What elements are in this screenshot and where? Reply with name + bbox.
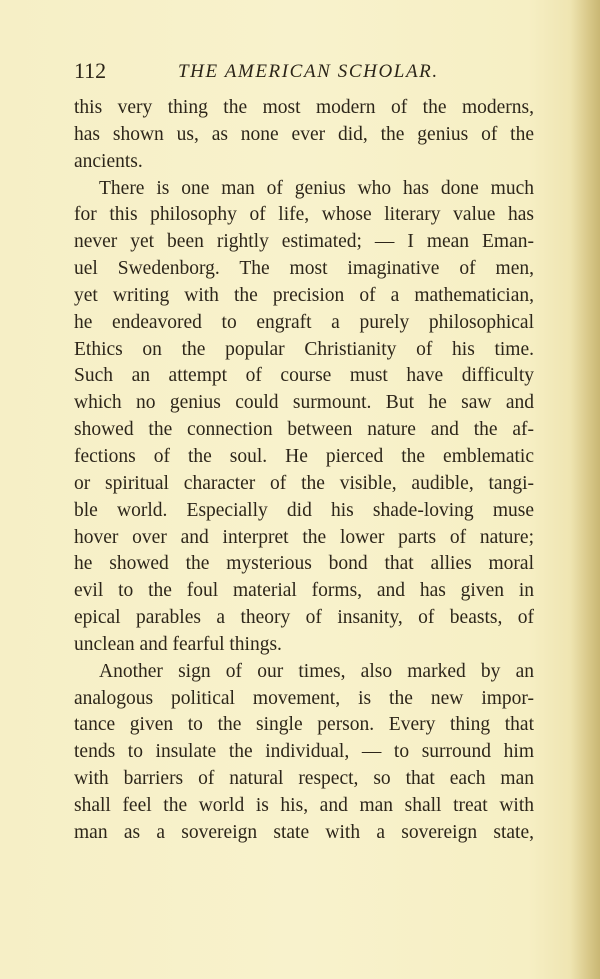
text-line: he showed the mysterious bond that allies moral [74,553,534,575]
text-line: he endeavored to engraft a purely philosophical [74,311,534,333]
text-line: with barriers of natural respect, so that each man [74,768,534,790]
text-line: tance given to the single person. Every thing that [74,714,534,736]
text-line: has shown us, as none ever did, the genius of the [74,123,534,145]
text-line: evil to the foul material forms, and has given in [74,580,534,602]
text-line: epical parables a theory of insanity, of beasts, of [74,607,534,629]
text-line: showed the connection between nature and the af- [74,419,534,441]
text-line: Ethics on the popular Christianity of his time. [74,338,534,360]
text-line: man as a sovereign state with a sovereign state, [74,821,534,843]
text-line: analogous political movement, is the new impor- [74,687,534,709]
text-line: fections of the soul. He pierced the emblematic [74,445,534,467]
running-title: THE AMERICAN SCHOLAR. [178,61,439,82]
text-line: for this philosophy of life, whose literary value has [74,204,534,226]
text-line: Another sign of our times, also marked by an [99,660,534,682]
text-line: tends to insulate the individual, — to surround him [74,741,534,763]
page-header [74,58,534,88]
text-line: yet writing with the precision of a mathematician, [74,284,534,306]
text-line: There is one man of genius who has done much [99,177,534,199]
text-line: unclean and fearful things. [74,633,282,655]
page-number: 112 [74,58,107,83]
text-line: hover over and interpret the lower parts of nature; [74,526,534,548]
text-line: uel Swedenborg. The most imaginative of men, [74,258,534,280]
text-line: this very thing the most modern of the moderns, [74,97,534,118]
text-line: or spiritual character of the visible, audible, tangi- [74,472,534,494]
text-line: ble world. Especially did his shade-loving muse [74,499,534,521]
text-line: Such an attempt of course must have difficulty [74,365,534,387]
body-text [74,95,534,847]
text-line: ancients. [74,150,143,172]
text-line: shall feel the world is his, and man shall treat with [74,794,534,816]
text-line: which no genius could surmount. But he saw and [74,392,534,414]
text-line: never yet been rightly estimated; — I mean Eman- [74,231,534,253]
